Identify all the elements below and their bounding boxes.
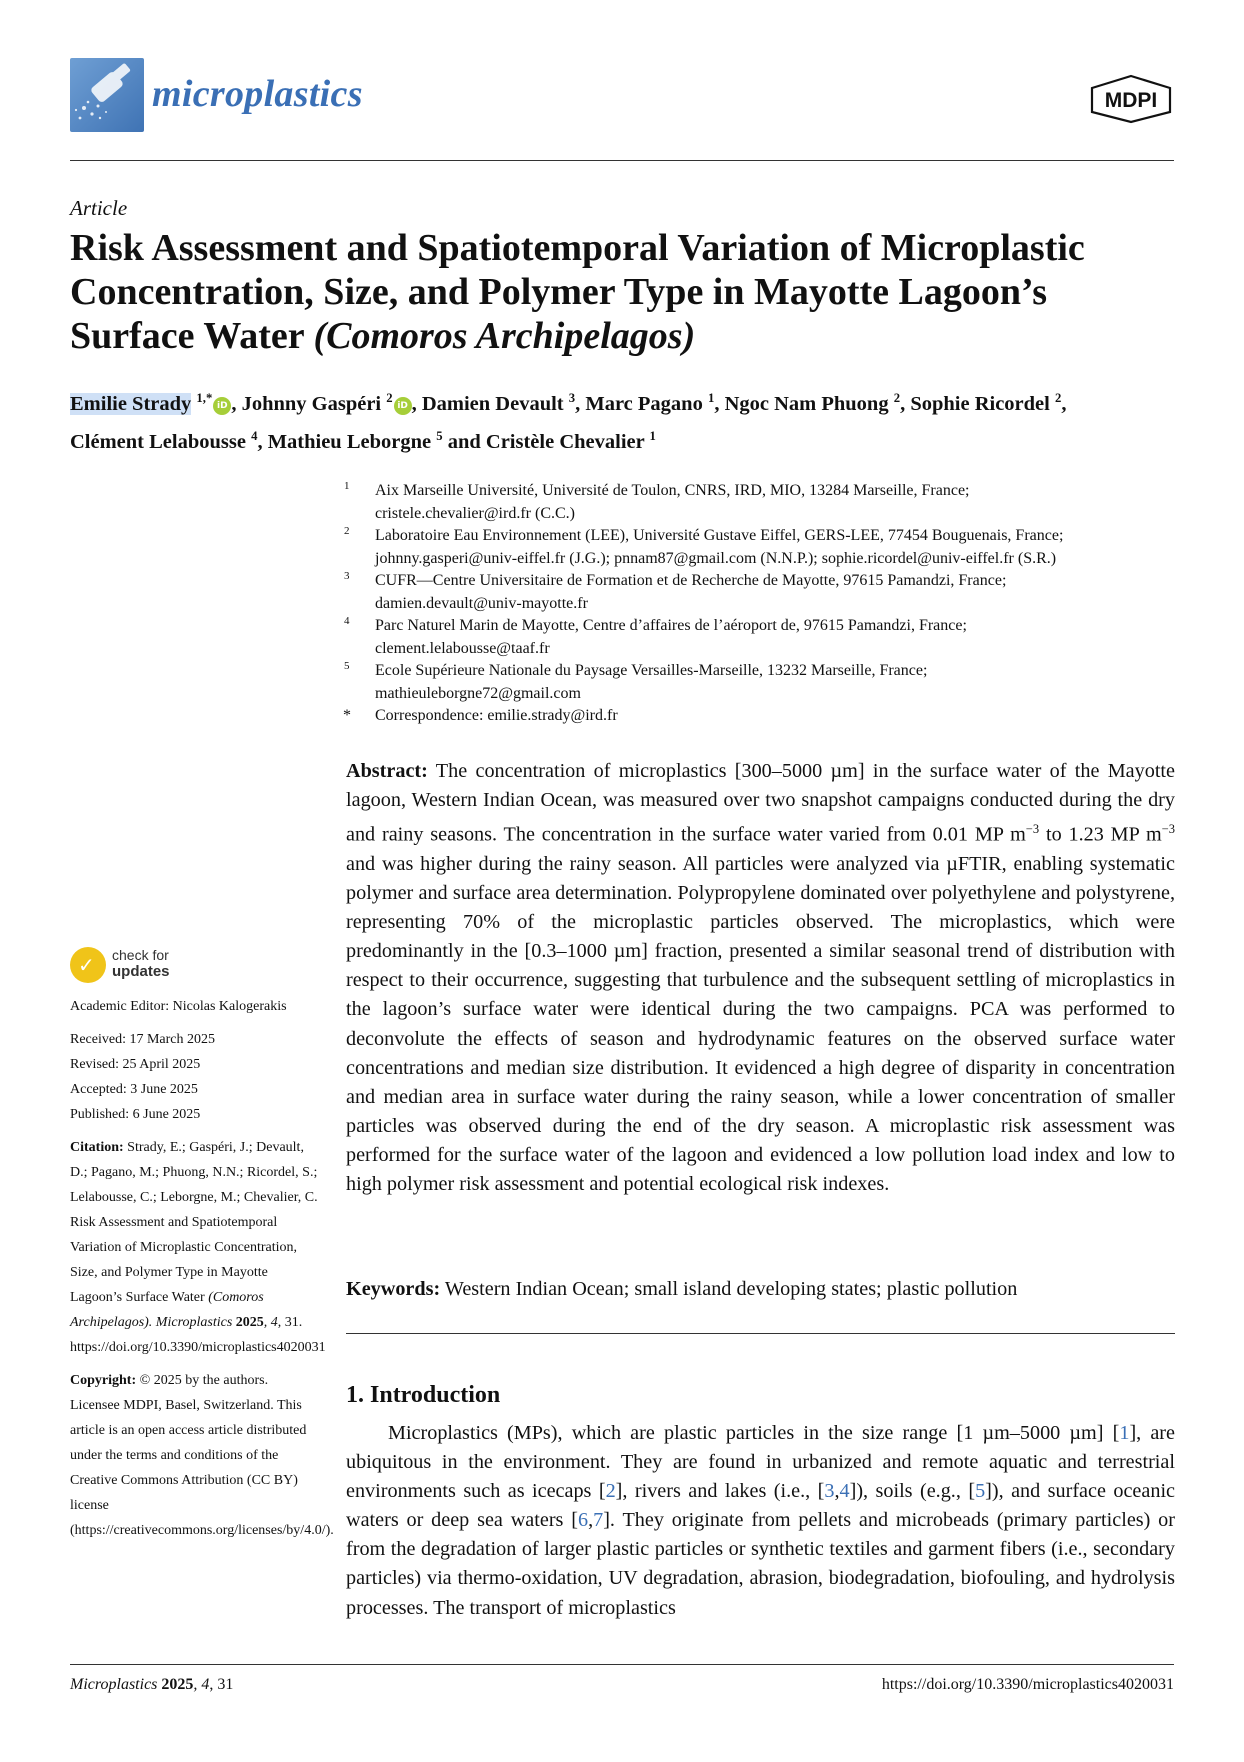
- citation-label: Citation:: [70, 1140, 124, 1155]
- author-name[interactable]: Emilie Strady: [70, 392, 192, 415]
- reference-link[interactable]: 6: [577, 1509, 589, 1532]
- footer-citation: [70, 1676, 233, 1694]
- journal-logo-icon: [70, 58, 144, 132]
- affiliation-item: [340, 480, 1180, 525]
- section-heading: 1. Introduction: [346, 1382, 501, 1408]
- check-updates-line: updates: [112, 963, 170, 980]
- affiliation-number: 4: [344, 615, 350, 627]
- footer-year: 2025: [157, 1676, 194, 1693]
- affiliation-text: Parc Naturel Marin de Mayotte, Centre d’affaires de l’aéroport de, 97615 Pamandzi, France;: [375, 617, 967, 634]
- reference-link[interactable]: 2: [605, 1480, 616, 1503]
- author-affiliation-mark: 3: [568, 391, 576, 405]
- publisher-name: MDPI: [1104, 89, 1158, 112]
- checkmark-icon: ✓: [78, 953, 95, 977]
- reference-link[interactable]: 7: [593, 1509, 604, 1532]
- citation-year: 2025: [232, 1315, 264, 1330]
- affiliation-item: [340, 525, 1180, 570]
- keywords-text: Western Indian Ocean; small island developing states; plastic pollution: [440, 1278, 1018, 1300]
- citation-italic: (Comoros Archipelagos). Microplastics: [70, 1290, 264, 1330]
- sidebar: [70, 994, 334, 1543]
- reference-link[interactable]: 3: [824, 1480, 835, 1503]
- abstract-exponent: −3: [1161, 822, 1175, 837]
- affiliation-text: CUFR—Centre Universitaire de Formation et de Recherche de Mayotte, 97615 Pamandzi, France;: [375, 572, 1007, 589]
- article-type: Article: [70, 196, 128, 220]
- author-name[interactable]: Mathieu Leborgne: [267, 430, 432, 453]
- orcid-icon[interactable]: iD: [213, 397, 231, 415]
- affiliation-item: [340, 570, 1180, 615]
- abstract-label: Abstract:: [346, 760, 428, 782]
- abstract-text: and was higher during the rainy season. All particles were analyzed via µFTIR, enabling systematic polymer and surface area determination. Polypropylene dominated over polyethylene and polystyrene, representing 70% of the microplastic particles observed. The microplastics, which were predominantly in the [0.3–1000 µm] fraction, presented a similar seasonal trend of distribution with respect to their occurrence, suggesting that turbulence and the subsequent settling of microplastics in the lagoon’s surface water were identical during the two campaigns. PCA was performed to deconvolute the effects of season and hydrodynamic features on the observed surface water concentrations and median size distribution. It evidenced a high degree of disparity in concentration and median area in surface water during the rainy season, while a lower concentration of smaller particles was observed during the end of the dry season. A microplastic risk assessment was performed for the surface water of the lagoon and evidenced a low pollution load index and low to high polymer risk assessment and potential ecological risk indexes.: [346, 853, 1175, 1196]
- accepted-date: Accepted: 3 June 2025: [70, 1082, 198, 1097]
- citation: [70, 1135, 326, 1360]
- reference-link[interactable]: 1: [1119, 1422, 1130, 1444]
- citation-volume: , 4: [263, 1315, 278, 1330]
- affiliation-text: Aix Marseille Université, Université de Toulon, CNRS, IRD, MIO, 13284 Marseille, France;: [375, 482, 970, 499]
- footer-article-number: , 31: [209, 1676, 234, 1693]
- correspondence-text[interactable]: Correspondence: emilie.strady@ird.fr: [375, 707, 618, 724]
- author-affiliation-mark: 5: [436, 428, 443, 443]
- affiliation-email[interactable]: mathieuleborgne72@gmail.com: [375, 684, 581, 702]
- citation-doi[interactable]: , 31. https://doi.org/10.3390/microplastics4020031: [70, 1315, 326, 1355]
- abstract: [346, 757, 1175, 1199]
- author-list: Emilie Strady $^{1,*}$iD , Johnny Gaspéri $^2$iD , Damien Devault $^3$, Marc Pagano $^1$, Ngoc Nam Phuong $^2$, Sophie Ricordel $^2$, Clément Lelabousse $^4$, Mathieu Leborgne $^5$ and Cristèle Chevalier $^1$: [70, 391, 1067, 453]
- author-affiliation-mark: 2: [1054, 391, 1062, 405]
- check-updates-line: check for: [112, 947, 169, 963]
- affiliation-item: [340, 615, 1180, 660]
- keywords: [346, 1275, 1175, 1304]
- author-name[interactable]: Damien Devault: [421, 392, 564, 415]
- affiliations: [340, 480, 1180, 728]
- body-text: ,: [834, 1480, 840, 1503]
- publisher-logo[interactable]: [1088, 74, 1174, 129]
- copyright-text: © 2025 by the authors. Licensee MDPI, Basel, Switzerland. This article is an open access article distributed under the terms and conditions of the Creative Commons Attribution (CC BY) license (https://creativecommons.org/licenses/by/4.0/).: [70, 1373, 334, 1538]
- keywords-label: Keywords:: [346, 1278, 441, 1300]
- intro-paragraph: [346, 1419, 1175, 1623]
- header-divider: [70, 160, 1174, 161]
- abstract-divider: [346, 1333, 1175, 1334]
- author-name[interactable]: Marc Pagano: [585, 392, 703, 415]
- affiliation-email[interactable]: damien.devault@univ-mayotte.fr: [375, 594, 588, 612]
- footer-doi-link[interactable]: https://doi.org/10.3390/microplastics4020031: [881, 1676, 1174, 1693]
- title-italic: (Comoros Archipelagos): [313, 315, 696, 357]
- body-text: ,: [588, 1509, 594, 1532]
- author-affiliation-mark: 2: [893, 391, 901, 405]
- footer-journal: Microplastics: [70, 1676, 158, 1693]
- author-name[interactable]: Clément Lelabousse: [70, 430, 246, 453]
- affiliation-number: 2: [344, 525, 350, 537]
- author-name[interactable]: Ngoc Nam Phuong: [724, 392, 889, 415]
- body-text: ]), soils (e.g., [: [849, 1480, 976, 1503]
- author-affiliation-mark: 2: [386, 391, 393, 405]
- received-date: Received: 17 March 2025: [70, 1032, 216, 1047]
- body-text: ]. They originate from pellets and microbeads (primary particles) or from the degradation of larger plastic particles or synthetic textiles and garment fibers (i.e., secondary particles) via thermo-oxidation, UV degradation, abrasion, biodegradation, biofouling, and hydrolysis processes. The transport of microplastics: [346, 1509, 1176, 1619]
- correspondence-mark: *: [343, 707, 351, 724]
- author-name[interactable]: Cristèle Chevalier: [485, 430, 645, 453]
- reference-link[interactable]: 4: [839, 1480, 850, 1503]
- revised-date: Revised: 25 April 2025: [70, 1057, 201, 1072]
- body-text: ], are ubiquitous in the environment. They are found in urbanized and remote aquatic and terrestrial environments such as icecaps [: [346, 1422, 1175, 1503]
- footer-divider: [70, 1664, 1174, 1665]
- author-affiliation-mark: 1: [707, 391, 715, 405]
- journal-name[interactable]: microplastics: [152, 73, 363, 115]
- affiliation-email[interactable]: cristele.chevalier@ird.fr (C.C.): [375, 504, 575, 522]
- affiliation-email[interactable]: clement.lelabousse@taaf.fr: [375, 639, 550, 657]
- abstract-text: to 1.23 MP m: [1039, 823, 1162, 846]
- check-updates-label: [112, 947, 170, 980]
- academic-editor: Academic Editor: Nicolas Kalogerakis: [70, 999, 287, 1014]
- reference-link[interactable]: 5: [975, 1480, 986, 1503]
- author-affiliation-mark: 1: [649, 428, 656, 443]
- body-text: ], rivers and lakes (i.e., [: [615, 1480, 825, 1503]
- affiliation-number: 5: [344, 660, 350, 672]
- title-main: Risk Assessment and Spatiotemporal Variation of Microplastic Concentration, Size, and Polymer Type in Mayotte Lagoon’s Surface Water: [70, 227, 1085, 357]
- affiliation-email[interactable]: johnny.gasperi@univ-eiffel.fr (J.G.); pnnam87@gmail.com (N.N.P.); sophie.ricordel@univ-eiffel.fr (S.R.): [375, 549, 1057, 567]
- affiliation-text: Ecole Supérieure Nationale du Paysage Versailles-Marseille, 13232 Marseille, France;: [375, 662, 928, 679]
- correspondence: [340, 705, 1180, 728]
- affiliation-item: [340, 660, 1180, 705]
- body-text: Microplastics (MPs), which are plastic particles in the size range [1 µm–5000 µm] [: [388, 1422, 1120, 1444]
- author-conjunction: and: [447, 430, 481, 453]
- author-affiliation-mark: 4: [251, 428, 258, 443]
- affiliation-number: 1: [344, 480, 350, 492]
- body-text: ]), and surface oceanic waters or deep sea waters [: [346, 1480, 1176, 1532]
- author-name[interactable]: Sophie Ricordel: [910, 392, 1050, 415]
- copyright: [70, 1368, 334, 1543]
- author-name[interactable]: Johnny Gaspéri: [241, 392, 382, 415]
- citation-text: Strady, E.; Gaspéri, J.; Devault, D.; Pagano, M.; Phuong, N.N.; Ricordel, S.; Lelabousse, C.; Leborgne, M.; Chevalier, C. Risk Assessment and Spatiotemporal Variation of Microplastic Concentration, Size, and Polymer Type in Mayotte Lagoon’s Surface Water: [70, 1140, 318, 1305]
- copyright-label: Copyright:: [70, 1373, 137, 1388]
- abstract-text: The concentration of microplastics [300–5000 µm] in the surface water of the Mayotte lagoon, Western Indian Ocean, was measured over two snapshot campaigns conducted during the dry and rainy seasons. The concentration in the surface water varied from 0.01 MP m: [346, 760, 1175, 846]
- author-affiliation-mark: 1,*: [196, 391, 213, 405]
- orcid-icon[interactable]: iD: [394, 397, 412, 415]
- abstract-exponent: −3: [1025, 822, 1040, 837]
- affiliation-number: 3: [344, 570, 350, 582]
- affiliation-text: Laboratoire Eau Environnement (LEE), Université Gustave Eiffel, GERS-LEE, 77454 Bouguenais, France;: [375, 527, 1064, 544]
- article-title: [70, 226, 1180, 358]
- footer-volume: , 4: [193, 1676, 210, 1693]
- published-date: Published: 6 June 2025: [70, 1107, 201, 1122]
